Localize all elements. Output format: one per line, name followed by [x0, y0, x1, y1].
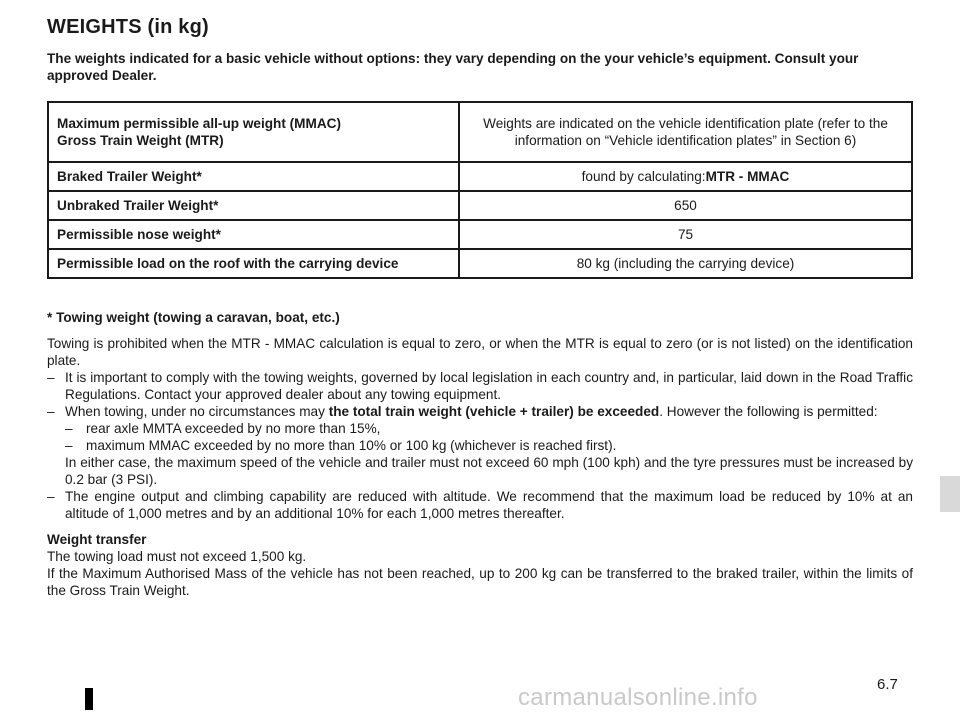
page-title: WEIGHTS (in kg) — [47, 16, 209, 38]
table-row — [48, 191, 912, 220]
label-mmac: Maximum permissible all-up weight (MMAC) — [57, 116, 341, 131]
bullet-text: It is important to comply with the towing weights, governed by local legislation in each country and, in particular, laid down in the Road Traffic Regulations. Contact your approved dealer about any towing equipment. — [65, 370, 913, 402]
row-value-nose-weight: 75 — [459, 220, 912, 249]
row-value-braked-trailer — [459, 162, 912, 191]
intro-text: The weights indicated for a basic vehicle without options: they vary depending on the your vehicle’s equipment. Consult your approved Dealer. — [47, 51, 859, 83]
row-label-braked-trailer: Braked Trailer Weight* — [48, 162, 459, 191]
page-number: 6.7 — [877, 676, 898, 693]
weights-table — [47, 101, 913, 279]
section-tab-marker — [940, 476, 960, 512]
weight-transfer-line: The towing load must not exceed 1,500 kg. — [47, 549, 307, 564]
towing-paragraph: Towing is prohibited when the MTR - MMAC calculation is equal to zero, or when the MTR is equal to zero (or is not listed) on the identification plate. — [47, 336, 913, 368]
sub-list-item — [65, 437, 913, 454]
label-mtr: Gross Train Weight (MTR) — [57, 133, 224, 148]
list-item — [47, 403, 913, 488]
dash-marker: – — [47, 370, 55, 385]
row-label-mmac-mtr — [48, 102, 459, 162]
table-row — [48, 162, 912, 191]
towing-section — [47, 309, 913, 599]
bullet-text: The engine output and climbing capability are reduced with altitude. We recommend that the maximum load be reduced by 10% at an altitude of 1,000 metres and by an additional 10% for each 1,000 metres thereafter. — [65, 489, 913, 521]
dash-marker: – — [47, 489, 55, 504]
bullet-text: . However the following is permitted: — [659, 404, 878, 419]
footnote: * Towing weight (towing a caravan, boat, etc.) — [47, 310, 340, 325]
list-item — [47, 488, 913, 522]
watermark: carmanualsonline.info — [518, 684, 758, 711]
table-row — [48, 220, 912, 249]
row-label-unbraked-trailer: Unbraked Trailer Weight* — [48, 191, 459, 220]
table-row — [48, 249, 912, 278]
dash-marker: – — [65, 421, 73, 436]
dash-marker: – — [65, 438, 73, 453]
row-label-roof-load: Permissible load on the roof with the carrying device — [48, 249, 459, 278]
row-label-nose-weight: Permissible nose weight* — [48, 220, 459, 249]
sub-item-text: maximum MMAC exceeded by no more than 10% or 100 kg (whichever is reached first). — [86, 438, 617, 453]
row-value-roof-load: 80 kg (including the carrying device) — [459, 249, 912, 278]
row-value-plate-info: Weights are indicated on the vehicle identification plate (refer to the information on “Vehicle identification plates” in Section 6) — [459, 102, 912, 162]
weight-transfer-line: If the Maximum Authorised Mass of the vehicle has not been reached, up to 200 kg can be transferred to the braked trailer, within the limits of the Gross Train Weight. — [47, 566, 913, 598]
row-value-unbraked-trailer: 650 — [459, 191, 912, 220]
bullet-emphasis: the total train weight (vehicle + trailer) be exceeded — [328, 404, 660, 419]
list-item — [47, 369, 913, 403]
value-prefix: found by calculating: — [581, 169, 706, 184]
value-formula: MTR - MMAC — [705, 169, 790, 184]
sub-list-item — [65, 420, 913, 437]
bullet-text: When towing, under no circumstances may — [65, 404, 329, 419]
dash-marker: – — [47, 404, 55, 419]
sub-item-text: rear axle MMTA exceeded by no more than 15%, — [86, 421, 381, 436]
table-row — [48, 102, 912, 162]
weight-transfer-heading: Weight transfer — [47, 532, 147, 547]
corner-crop-mark — [85, 688, 93, 710]
bullet-tail-text: In either case, the maximum speed of the vehicle and trailer must not exceed 60 mph (100 kph) and the tyre pressures must be increased by 0.2 bar (3 PSI). — [65, 455, 913, 487]
